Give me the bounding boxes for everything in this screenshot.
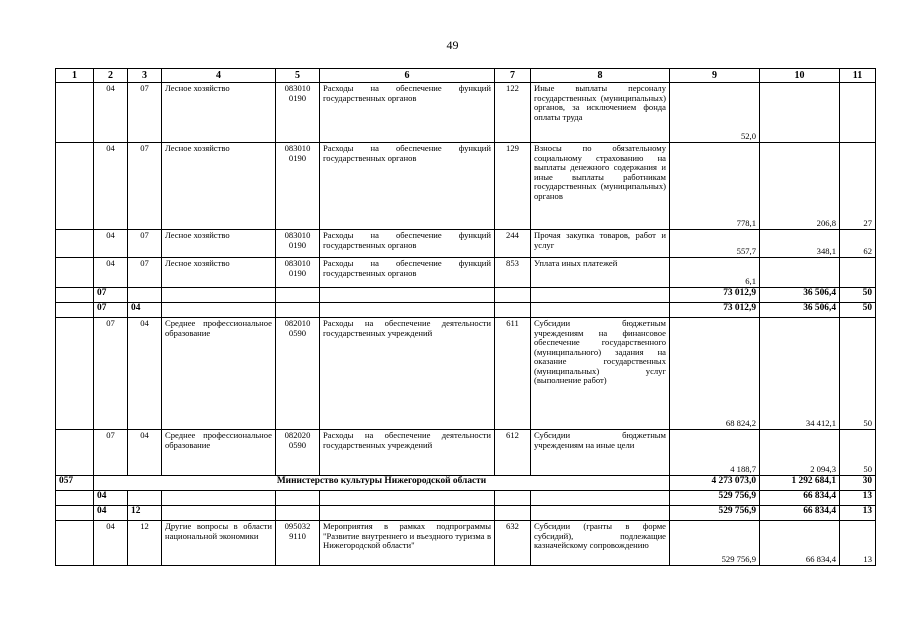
cell-expense-type: 611 [495, 318, 531, 430]
cell-expense-name: Взносы по обязательному социальному страхованию на выплаты денежного содержания и иные выплаты работникам государственных (муниципальных) органов [531, 143, 670, 230]
total-row [56, 506, 876, 521]
cell-amount-executed [760, 258, 840, 288]
cell-subsection [128, 288, 162, 303]
cell-article-name [320, 491, 495, 506]
cell-section: 04 [94, 521, 128, 566]
cell-amount-approved: 778,1 [670, 143, 760, 230]
cell-ministry-code [56, 506, 94, 521]
cell-subsection [128, 491, 162, 506]
cell-subsection: 12 [128, 506, 162, 521]
table-row [56, 230, 876, 258]
column-header-9: 9 [670, 69, 760, 83]
cell-amount-approved: 4 188,7 [670, 430, 760, 476]
cell-amount-executed: 66 834,4 [760, 506, 840, 521]
cell-percent: 13 [840, 506, 876, 521]
cell-section: 07 [94, 288, 128, 303]
cell-percent: 50 [840, 430, 876, 476]
cell-percent: 13 [840, 491, 876, 506]
cell-section-name [162, 288, 276, 303]
cell-amount-executed: 348,1 [760, 230, 840, 258]
cell-section: 04 [94, 230, 128, 258]
cell-amount-approved: 529 756,9 [670, 506, 760, 521]
cell-article-name: Расходы на обеспечение деятельности государственных учреждений [320, 430, 495, 476]
cell-subsection: 04 [128, 318, 162, 430]
table-row [56, 430, 876, 476]
cell-expense-type [495, 491, 531, 506]
cell-ministry-code [56, 143, 94, 230]
cell-amount-approved: 6,1 [670, 258, 760, 288]
cell-subsection: 04 [128, 430, 162, 476]
column-header-3: 3 [128, 69, 162, 83]
budget-table [55, 68, 876, 566]
cell-amount-executed: 1 292 684,1 [760, 476, 840, 491]
table-row [56, 521, 876, 566]
cell-expense-name: Прочая закупка товаров, работ и услуг [531, 230, 670, 258]
cell-article-name: Расходы на обеспечение функций государственных органов [320, 83, 495, 143]
cell-target-article [276, 288, 320, 303]
total-row [56, 303, 876, 318]
cell-article-name: Расходы на обеспечение функций государственных органов [320, 143, 495, 230]
cell-article-name [320, 506, 495, 521]
cell-section: 04 [94, 506, 128, 521]
cell-expense-name [531, 303, 670, 318]
cell-target-article: 083010 0190 [276, 258, 320, 288]
cell-section-name [162, 303, 276, 318]
cell-expense-name [531, 288, 670, 303]
cell-article-name [320, 288, 495, 303]
cell-amount-approved: 52,0 [670, 83, 760, 143]
cell-amount-executed: 206,8 [760, 143, 840, 230]
cell-article-name: Расходы на обеспечение функций государственных органов [320, 258, 495, 288]
cell-ministry-code [56, 230, 94, 258]
cell-expense-type: 244 [495, 230, 531, 258]
cell-article-name: Расходы на обеспечение функций государственных органов [320, 230, 495, 258]
table-body [56, 83, 876, 566]
cell-ministry-title: Министерство культуры Нижегородской области [94, 476, 670, 491]
column-header-5: 5 [276, 69, 320, 83]
cell-percent: 50 [840, 288, 876, 303]
cell-expense-type [495, 506, 531, 521]
cell-amount-executed [760, 83, 840, 143]
cell-target-article [276, 303, 320, 318]
cell-amount-approved: 557,7 [670, 230, 760, 258]
cell-ministry-code [56, 491, 94, 506]
cell-expense-type [495, 288, 531, 303]
cell-amount-executed: 66 834,4 [760, 521, 840, 566]
cell-expense-name [531, 491, 670, 506]
cell-amount-executed: 66 834,4 [760, 491, 840, 506]
cell-percent: 62 [840, 230, 876, 258]
cell-section-name: Другие вопросы в области национальной экономики [162, 521, 276, 566]
cell-target-article: 083010 0190 [276, 230, 320, 258]
header-row [56, 69, 876, 83]
column-header-6: 6 [320, 69, 495, 83]
cell-expense-type: 632 [495, 521, 531, 566]
cell-subsection: 07 [128, 258, 162, 288]
cell-expense-type [495, 303, 531, 318]
column-header-2: 2 [94, 69, 128, 83]
cell-expense-name: Иные выплаты персоналу государственных (муниципальных) органов, за исключением фонда оплаты труда [531, 83, 670, 143]
cell-percent: 27 [840, 143, 876, 230]
cell-section: 04 [94, 491, 128, 506]
cell-amount-approved: 73 012,9 [670, 303, 760, 318]
cell-section-name: Среднее профессиональное образование [162, 430, 276, 476]
cell-expense-type: 129 [495, 143, 531, 230]
column-header-4: 4 [162, 69, 276, 83]
cell-percent: 30 [840, 476, 876, 491]
cell-amount-executed: 36 506,4 [760, 303, 840, 318]
cell-expense-name: Субсидии (гранты в форме субсидий), подлежащие казначейскому сопровождению [531, 521, 670, 566]
cell-ministry-code [56, 83, 94, 143]
cell-subsection: 04 [128, 303, 162, 318]
column-header-7: 7 [495, 69, 531, 83]
cell-subsection: 07 [128, 83, 162, 143]
total-row [56, 491, 876, 506]
cell-section: 04 [94, 258, 128, 288]
cell-subsection: 12 [128, 521, 162, 566]
cell-target-article: 083010 0190 [276, 143, 320, 230]
cell-section-name: Лесное хозяйство [162, 143, 276, 230]
cell-section-name [162, 491, 276, 506]
cell-amount-executed: 36 506,4 [760, 288, 840, 303]
cell-expense-type: 122 [495, 83, 531, 143]
cell-amount-executed: 34 412,1 [760, 318, 840, 430]
column-header-8: 8 [531, 69, 670, 83]
cell-percent: 13 [840, 521, 876, 566]
cell-subsection: 07 [128, 143, 162, 230]
cell-section-name [162, 506, 276, 521]
cell-amount-executed: 2 094,3 [760, 430, 840, 476]
cell-ministry-code [56, 288, 94, 303]
cell-amount-approved: 529 756,9 [670, 491, 760, 506]
cell-section: 04 [94, 83, 128, 143]
cell-percent [840, 83, 876, 143]
table-row [56, 143, 876, 230]
cell-amount-approved: 4 273 073,0 [670, 476, 760, 491]
cell-section-name: Лесное хозяйство [162, 230, 276, 258]
cell-target-article: 082020 0590 [276, 430, 320, 476]
cell-expense-name: Субсидии бюджетным учреждениям на финансовое обеспечение государственного (муниципального) задания на оказание государственных (муниципальных) услуг (выполнение работ) [531, 318, 670, 430]
cell-amount-approved: 529 756,9 [670, 521, 760, 566]
table-row [56, 258, 876, 288]
total-row [56, 288, 876, 303]
cell-ministry-code: 057 [56, 476, 94, 491]
page-number: 49 [446, 38, 459, 52]
column-header-10: 10 [760, 69, 840, 83]
cell-section: 07 [94, 430, 128, 476]
cell-section-name: Лесное хозяйство [162, 258, 276, 288]
cell-section-name: Среднее профессиональное образование [162, 318, 276, 430]
cell-article-name: Мероприятия в рамках подпрограммы "Развитие внутреннего и въездного туризма в Нижегородской области" [320, 521, 495, 566]
cell-expense-name [531, 506, 670, 521]
cell-amount-approved: 73 012,9 [670, 288, 760, 303]
cell-target-article: 082010 0590 [276, 318, 320, 430]
cell-percent: 50 [840, 318, 876, 430]
cell-percent [840, 258, 876, 288]
table-row [56, 83, 876, 143]
cell-section: 04 [94, 143, 128, 230]
cell-section: 07 [94, 318, 128, 430]
cell-section: 07 [94, 303, 128, 318]
cell-subsection: 07 [128, 230, 162, 258]
cell-ministry-code [56, 430, 94, 476]
cell-ministry-code [56, 303, 94, 318]
cell-percent: 50 [840, 303, 876, 318]
column-header-11: 11 [840, 69, 876, 83]
cell-amount-approved: 68 824,2 [670, 318, 760, 430]
cell-ministry-code [56, 258, 94, 288]
cell-ministry-code [56, 318, 94, 430]
cell-expense-name: Уплата иных платежей [531, 258, 670, 288]
cell-target-article [276, 506, 320, 521]
cell-target-article [276, 491, 320, 506]
cell-article-name [320, 303, 495, 318]
column-header-1: 1 [56, 69, 94, 83]
cell-expense-type: 612 [495, 430, 531, 476]
ministry-row [56, 476, 876, 491]
cell-ministry-code [56, 521, 94, 566]
table-row [56, 318, 876, 430]
cell-expense-name: Субсидии бюджетным учреждениям на иные цели [531, 430, 670, 476]
cell-section-name: Лесное хозяйство [162, 83, 276, 143]
cell-target-article: 083010 0190 [276, 83, 320, 143]
cell-target-article: 095032 9110 [276, 521, 320, 566]
cell-article-name: Расходы на обеспечение деятельности государственных учреждений [320, 318, 495, 430]
cell-expense-type: 853 [495, 258, 531, 288]
